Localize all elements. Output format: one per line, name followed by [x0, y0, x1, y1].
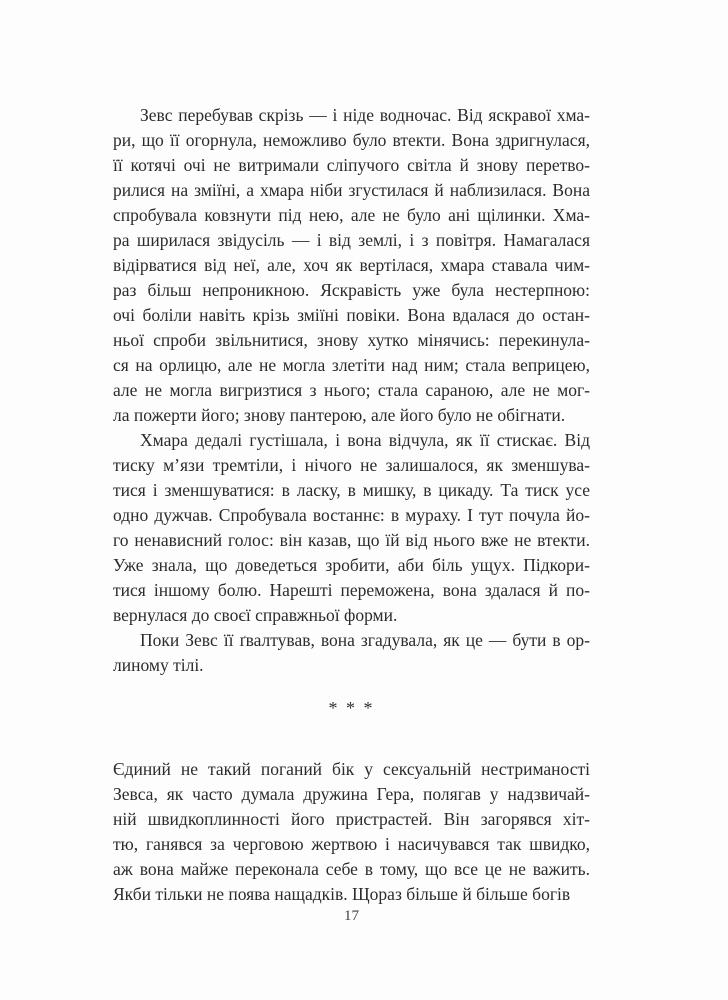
text-line: раз більш непроникною. Яскравість уже була нестерпною: [113, 280, 590, 300]
text-line: відірватися від неї, але, хоч як вертілася, хмара ставала чим- [113, 255, 590, 275]
text-line: вернулася до своєї справжньої форми. [113, 605, 398, 625]
text-line: Хмара дедалі густішала, і вона відчула, як її стискає. Від [140, 430, 590, 450]
text-line: Якби тільки не поява нащадків. Щораз більше й більше богів [113, 884, 571, 904]
text-line: тися і зменшуватися: в ласку, в мишку, в цикаду. Та тиск усе [113, 480, 590, 500]
text-line: але не могла вигризтися з нього; стала сараною, але не мог- [113, 380, 590, 400]
section-separator: * * * [328, 698, 375, 718]
text-line: Єдиний не такий поганий бік у сексуальній нестриманості [113, 759, 590, 779]
text-line: линому тілі. [113, 655, 204, 675]
text-line: Уже знала, що доведеться зробити, аби біль ущух. Підкори- [113, 555, 590, 575]
page-number: 17 [344, 908, 359, 924]
paragraphs-after-separator [113, 757, 590, 907]
text-line: ній швидкоплинності його пристрастей. Він загорявся хіт- [113, 809, 590, 829]
text-line: аж вона майже переконала себе в тому, що все це не важить. [113, 859, 590, 879]
paragraph [113, 628, 590, 678]
paragraph [113, 103, 590, 428]
text-line: ла пожерти його; знову пантерою, але його було не обігнати. [113, 405, 566, 425]
text-line: Поки Зевс її ґвалтував, вона згадувала, як це — бути в ор- [140, 630, 590, 650]
text-line: рилися на зміїні, а хмара ніби згустилася й наблизилася. Вона [113, 180, 590, 200]
paragraph [113, 428, 590, 628]
text-line: ньої спроби звільнитися, знову хутко мінячись: перекинула- [113, 330, 590, 350]
text-line: одно дужчав. Спробувала востаннє: в мураху. І тут почула йо- [113, 505, 590, 525]
text-line: її котячі очі не витримали сліпучого світла й знову перетво- [113, 155, 590, 175]
text-line: очі боліли навіть крізь зміїні повіки. Вона вдалася до остан- [113, 305, 590, 325]
text-line: ра ширилася звідусіль — і від землі, і з повітря. Намагалася [113, 230, 590, 250]
text-line: ри, що її огорнула, неможливо було втекти. Вона здригнулася, [113, 130, 590, 150]
text-line: тю, ганявся за черговою жертвою і насичувався так швидко, [113, 834, 590, 854]
page-text [113, 103, 590, 907]
text-line: тися іншому болю. Нарешті переможена, вона здалася й по- [113, 580, 590, 600]
text-line: ся на орлицю, але не могла злетіти над ним; стала веприцею, [113, 355, 590, 375]
text-line: спробувала ковзнути під нею, але не було ані щілинки. Хма- [113, 205, 590, 225]
text-line: Зевса, як часто думала дружина Гера, полягав у надзвичай- [113, 784, 590, 804]
paragraphs-before-separator [113, 103, 590, 678]
text-line: го ненависний голос: він казав, що їй від нього вже не втекти. [113, 530, 590, 550]
text-line: тиску м’язи тремтіли, і нічого не залишалося, як зменшува- [113, 455, 590, 475]
paragraph [113, 757, 590, 907]
text-line: Зевс перебував скрізь — і ніде водночас. Від яскравої хма- [140, 105, 590, 125]
